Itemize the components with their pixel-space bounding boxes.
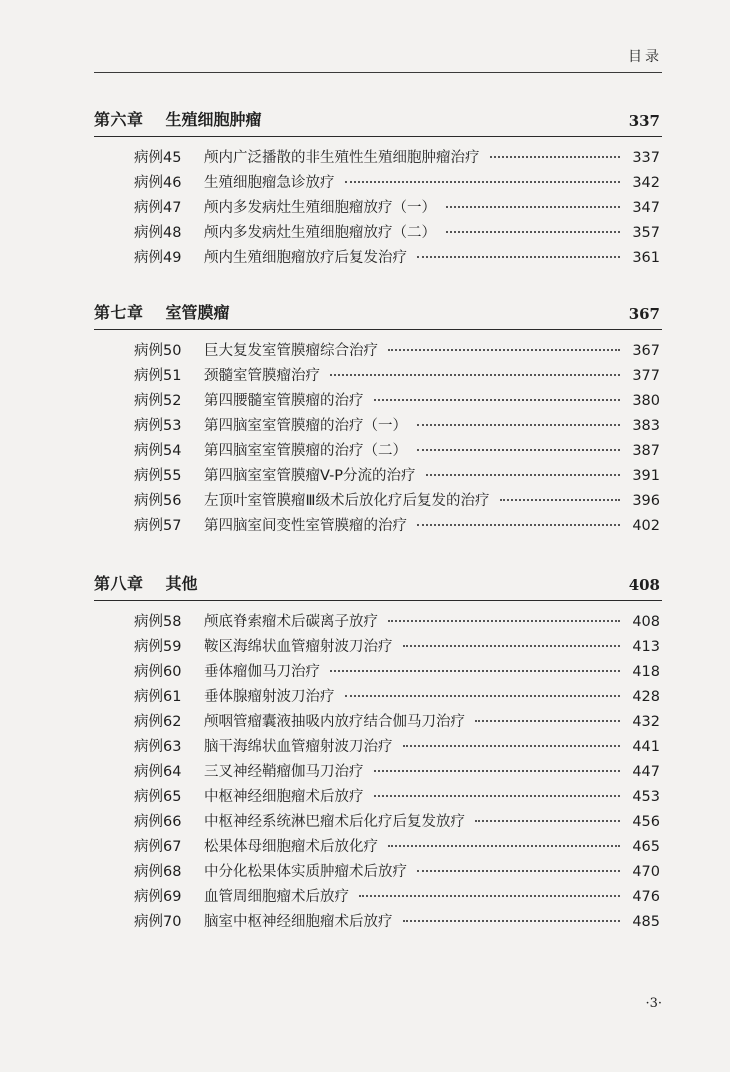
toc-entry[interactable]: [94, 171, 662, 196]
toc-entry[interactable]: [94, 221, 662, 246]
page-number: ·3·: [645, 996, 662, 1011]
toc-entry[interactable]: [94, 196, 662, 221]
case-title: 鞍区海绵状血管瘤射波刀治疗: [204, 639, 393, 655]
case-number: 病例53: [134, 418, 182, 434]
running-header: 目录: [628, 49, 662, 65]
dot-leader: [388, 620, 620, 622]
toc-entry[interactable]: [94, 785, 662, 810]
entry-list: [94, 601, 662, 935]
case-number: 病例57: [134, 518, 182, 534]
case-number: 病例60: [134, 664, 182, 680]
case-number: 病例64: [134, 764, 182, 780]
dot-leader: [490, 156, 621, 158]
case-page-number: 337: [632, 150, 660, 166]
case-page-number: 418: [632, 664, 660, 680]
case-number: 病例63: [134, 739, 182, 755]
toc-entry[interactable]: [94, 910, 662, 935]
case-title: 左顶叶室管膜瘤Ⅲ级术后放化疗后复发的治疗: [204, 493, 490, 509]
case-title: 中枢神经系统淋巴瘤术后化疗后复发放疗: [204, 814, 465, 830]
case-number: 病例68: [134, 864, 182, 880]
dot-leader: [417, 256, 620, 258]
case-page-number: 367: [632, 343, 660, 359]
case-number: 病例62: [134, 714, 182, 730]
dot-leader: [426, 474, 620, 476]
case-page-number: 413: [632, 639, 660, 655]
case-page-number: 342: [632, 175, 660, 191]
case-page-number: 377: [632, 368, 660, 384]
case-page-number: 453: [632, 789, 660, 805]
toc-entry[interactable]: [94, 885, 662, 910]
case-page-number: 402: [632, 518, 660, 534]
case-title: 颅内多发病灶生殖细胞瘤放疗（一）: [204, 200, 436, 216]
chapter-title: 其他: [165, 574, 198, 593]
toc-entry[interactable]: [94, 146, 662, 171]
case-number: 病例51: [134, 368, 182, 384]
case-title: 第四脑室间变性室管膜瘤的治疗: [204, 518, 407, 534]
toc-entry[interactable]: [94, 489, 662, 514]
dot-leader: [475, 720, 620, 722]
case-page-number: 357: [632, 225, 660, 241]
dot-leader: [388, 845, 620, 847]
case-number: 病例45: [134, 150, 182, 166]
dot-leader: [374, 770, 621, 772]
case-title: 颅内多发病灶生殖细胞瘤放疗（二）: [204, 225, 436, 241]
case-title: 脑室中枢神经细胞瘤术后放疗: [204, 914, 393, 930]
header-rule: [94, 72, 662, 73]
case-page-number: 396: [632, 493, 660, 509]
case-page-number: 465: [632, 839, 660, 855]
case-number: 病例66: [134, 814, 182, 830]
case-number: 病例55: [134, 468, 182, 484]
chapter-number: 第七章: [94, 303, 144, 322]
toc-entry[interactable]: [94, 514, 662, 539]
case-title: 第四脑室室管膜瘤V-P分流的治疗: [204, 468, 416, 484]
toc-entry[interactable]: [94, 364, 662, 389]
dot-leader: [388, 349, 620, 351]
case-number: 病例52: [134, 393, 182, 409]
case-page-number: 447: [632, 764, 660, 780]
case-title: 第四脑室室管膜瘤的治疗（一）: [204, 418, 407, 434]
dot-leader: [417, 870, 620, 872]
toc-entry[interactable]: [94, 835, 662, 860]
case-number: 病例58: [134, 614, 182, 630]
case-page-number: 441: [632, 739, 660, 755]
toc-entry[interactable]: [94, 414, 662, 439]
case-page-number: 485: [632, 914, 660, 930]
case-title: 脑干海绵状血管瘤射波刀治疗: [204, 739, 393, 755]
case-number: 病例50: [134, 343, 182, 359]
chapter-number: 第八章: [94, 574, 144, 593]
chapter-heading: [94, 564, 662, 601]
toc-entry[interactable]: [94, 464, 662, 489]
dot-leader: [345, 181, 621, 183]
dot-leader: [403, 645, 621, 647]
toc-entry[interactable]: [94, 339, 662, 364]
toc-entry[interactable]: [94, 389, 662, 414]
chapter-number: 第六章: [94, 110, 144, 129]
case-number: 病例70: [134, 914, 182, 930]
toc-entry[interactable]: [94, 610, 662, 635]
case-number: 病例65: [134, 789, 182, 805]
chapter-page-number: 337: [628, 112, 660, 130]
chapter-title: 生殖细胞肿瘤: [165, 110, 262, 129]
chapter-7: [94, 293, 662, 539]
dot-leader: [417, 424, 620, 426]
dot-leader: [475, 820, 620, 822]
toc-entry[interactable]: [94, 810, 662, 835]
chapter-6: [94, 100, 662, 271]
case-page-number: 383: [632, 418, 660, 434]
dot-leader: [359, 895, 620, 897]
case-number: 病例69: [134, 889, 182, 905]
case-page-number: 408: [632, 614, 660, 630]
case-title: 颅咽管瘤囊液抽吸内放疗结合伽马刀治疗: [204, 714, 465, 730]
case-page-number: 387: [632, 443, 660, 459]
case-title: 颅内生殖细胞瘤放疗后复发治疗: [204, 250, 407, 266]
toc-entry[interactable]: [94, 685, 662, 710]
case-number: 病例67: [134, 839, 182, 855]
dot-leader: [330, 374, 620, 376]
case-number: 病例49: [134, 250, 182, 266]
case-title: 第四脑室室管膜瘤的治疗（二）: [204, 443, 407, 459]
case-title: 中枢神经细胞瘤术后放疗: [204, 789, 364, 805]
toc-entry[interactable]: [94, 735, 662, 760]
case-page-number: 470: [632, 864, 660, 880]
entry-list: [94, 330, 662, 539]
entry-list: [94, 137, 662, 271]
dot-leader: [446, 231, 620, 233]
toc-entry[interactable]: [94, 710, 662, 735]
case-title: 垂体瘤伽马刀治疗: [204, 664, 320, 680]
case-title: 生殖细胞瘤急诊放疗: [204, 175, 335, 191]
chapter-heading: [94, 293, 662, 330]
chapter-title: 室管膜瘤: [165, 303, 230, 322]
dot-leader: [500, 499, 621, 501]
case-title: 松果体母细胞瘤术后放化疗: [204, 839, 378, 855]
dot-leader: [345, 695, 621, 697]
dot-leader: [417, 449, 620, 451]
case-page-number: 428: [632, 689, 660, 705]
chapter-8: [94, 564, 662, 935]
toc-entry[interactable]: [94, 860, 662, 885]
case-title: 中分化松果体实质肿瘤术后放疗: [204, 864, 407, 880]
case-number: 病例59: [134, 639, 182, 655]
case-title: 三叉神经鞘瘤伽马刀治疗: [204, 764, 364, 780]
toc-entry[interactable]: [94, 439, 662, 464]
case-page-number: 391: [632, 468, 660, 484]
case-title: 颅内广泛播散的非生殖性生殖细胞肿瘤治疗: [204, 150, 480, 166]
dot-leader: [403, 745, 621, 747]
case-title: 血管周细胞瘤术后放疗: [204, 889, 349, 905]
case-title: 颅底脊索瘤术后碳离子放疗: [204, 614, 378, 630]
case-number: 病例61: [134, 689, 182, 705]
dot-leader: [374, 399, 621, 401]
case-page-number: 476: [632, 889, 660, 905]
chapter-page-number: 367: [628, 305, 660, 323]
case-title: 巨大复发室管膜瘤综合治疗: [204, 343, 378, 359]
case-number: 病例46: [134, 175, 182, 191]
case-number: 病例47: [134, 200, 182, 216]
chapter-heading: [94, 100, 662, 137]
dot-leader: [417, 524, 620, 526]
case-number: 病例54: [134, 443, 182, 459]
case-title: 第四腰髓室管膜瘤的治疗: [204, 393, 364, 409]
dot-leader: [374, 795, 621, 797]
case-page-number: 347: [632, 200, 660, 216]
toc-entry[interactable]: [94, 760, 662, 785]
dot-leader: [403, 920, 621, 922]
case-number: 病例48: [134, 225, 182, 241]
case-number: 病例56: [134, 493, 182, 509]
toc-entry[interactable]: [94, 660, 662, 685]
dot-leader: [330, 670, 620, 672]
toc-entry[interactable]: [94, 635, 662, 660]
toc-entry[interactable]: [94, 246, 662, 271]
case-page-number: 361: [632, 250, 660, 266]
chapter-page-number: 408: [628, 576, 660, 594]
case-page-number: 432: [632, 714, 660, 730]
case-page-number: 380: [632, 393, 660, 409]
case-page-number: 456: [632, 814, 660, 830]
case-title: 垂体腺瘤射波刀治疗: [204, 689, 335, 705]
dot-leader: [446, 206, 620, 208]
case-title: 颈髓室管膜瘤治疗: [204, 368, 320, 384]
